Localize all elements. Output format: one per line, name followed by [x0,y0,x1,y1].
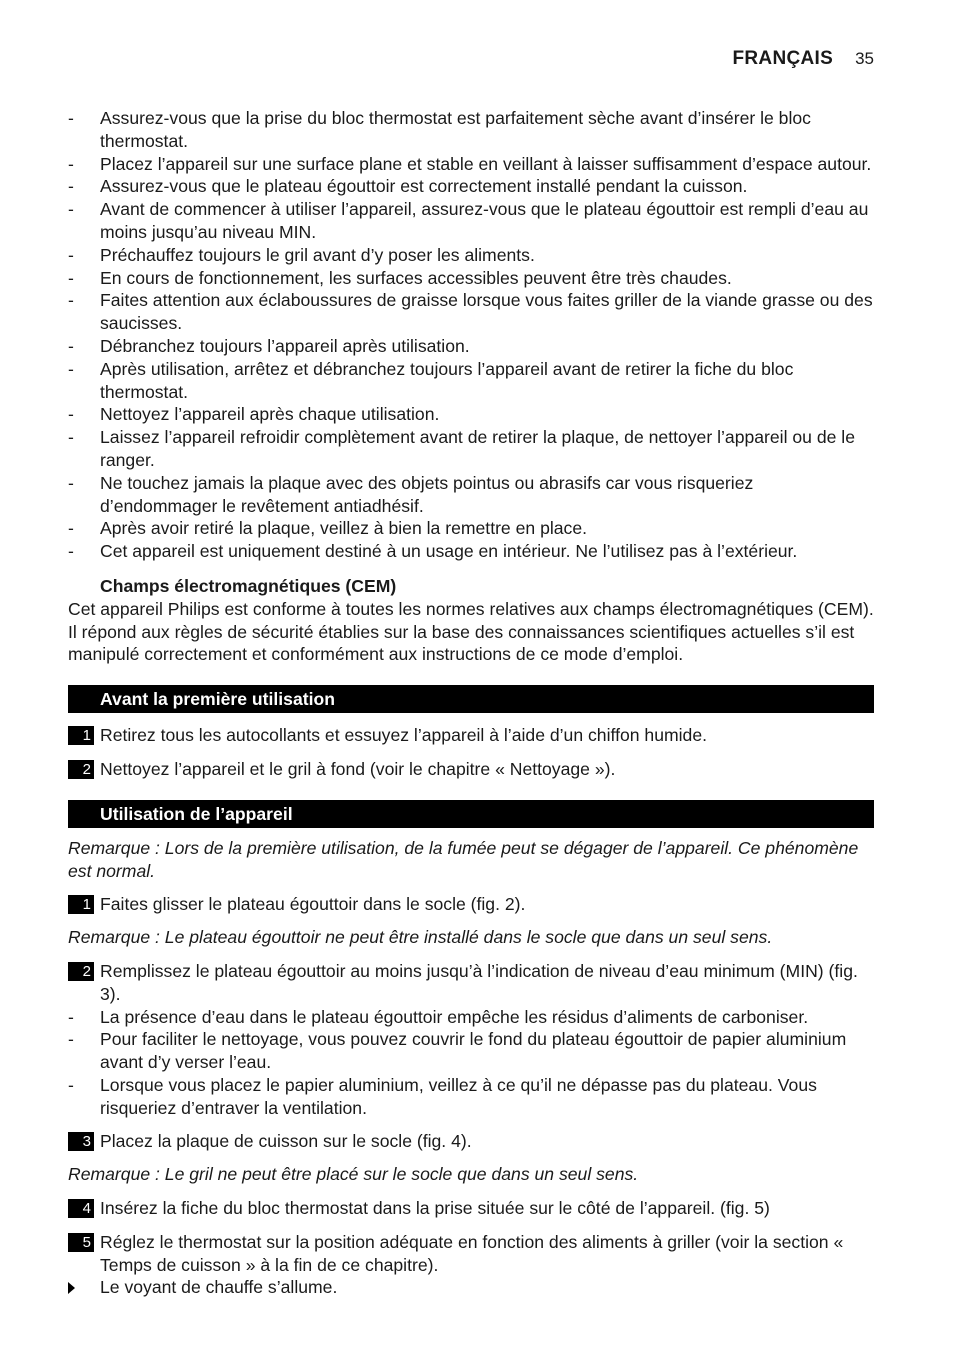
list-item: - Assurez-vous que la prise du bloc thermostat est parfaitement sèche avant d’insérer le bloc thermostat. [68,108,811,151]
list-item: - Avant de commencer à utiliser l’appareil, assurez-vous que le plateau égouttoir est rempli d’eau au moins jusqu’au niveau MIN. [68,199,869,242]
step-number: 1 [68,726,94,745]
language-label: FRANÇAIS [732,48,834,69]
list-item: - Après avoir retiré la plaque, veillez à bien la remettre en place. [68,518,588,539]
step-number: 2 [68,760,94,779]
list-item: - La présence d’eau dans le plateau égouttoir empêche les résidus d’aliments de carboniser. [68,1006,809,1027]
list-item: - Faites attention aux éclaboussures de graisse lorsque vous faites griller de la viande grasse ou des saucisses. [68,290,873,334]
cem-paragraph: Cet appareil Philips est conforme à toutes les normes relatives aux champs électromagnétiques (CEM). Il répond aux règles de sécurité établies sur la base des connaissances scientifiques actuelles s’il est manipulé correctement et conformément aux instructions de ce mode d’emploi. [68,598,874,665]
step-number: 2 [68,962,94,981]
note-text: Remarque : Le plateau égouttoir ne peut être installé dans le socle que dans un seul sens. [68,927,773,948]
list-item: - Assurez-vous que le plateau égouttoir est correctement installé pendant la cuisson. [68,176,748,197]
step-number: 4 [68,1199,94,1218]
step-item: 1 Retirez tous les autocollants et essuyez l’appareil à l’aide d’un chiffon humide. [68,724,874,747]
list-item: - Nettoyez l’appareil après chaque utilisation. [68,404,440,425]
note-text: Remarque : Lors de la première utilisation, de la fumée peut se dégager de l’appareil. Ce phénomène est normal. [68,837,859,881]
step-number: 5 [68,1233,94,1252]
note-text: Remarque : Le gril ne peut être placé sur le socle que dans un seul sens. [68,1164,639,1185]
step-number: 1 [68,895,94,914]
result-item: Le voyant de chauffe s’allume. [68,1276,874,1299]
step-item: 3 Placez la plaque de cuisson sur le socle (fig. 4). [68,1130,874,1153]
section-heading-usage: Utilisation de l’appareil [68,800,874,828]
list-item: - Débranchez toujours l’appareil après utilisation. [68,335,470,356]
step-item: 4 Insérez la fiche du bloc thermostat dans la prise située sur le côté de l’appareil. (fig. 5) [68,1197,874,1220]
step-item: 1 Faites glisser le plateau égouttoir dans le socle (fig. 2). [68,893,874,916]
step-item: 2 Nettoyez l’appareil et le gril à fond (voir le chapitre « Nettoyage »). [68,758,874,781]
safety-bullet-list [68,107,874,563]
list-item: - En cours de fonctionnement, les surfaces accessibles peuvent être très chaudes. [68,267,732,288]
cem-heading: Champs électromagnétiques (CEM) [100,575,397,596]
page-number: 35 [855,49,874,68]
result-arrow-icon [68,1282,75,1294]
list-item: - Préchauffez toujours le gril avant d’y poser les aliments. [68,244,535,265]
step-item: 5 Réglez le thermostat sur la position adéquate en fonction des aliments à griller (voir la section « Temps de cuisson » à la fin de ce chapitre). [68,1231,874,1277]
list-item: - Laissez l’appareil refroidir complètement avant de retirer la plaque, de nettoyer l’appareil ou de le ranger. [68,427,856,470]
list-item: - Placez l’appareil sur une surface plane et stable en veillant à laisser suffisamment d’espace autour. [68,153,872,174]
list-item: - Lorsque vous placez le papier aluminium, veillez à ce qu’il ne dépasse pas du plateau. Vous risqueriez d’entraver la ventilation. [68,1074,817,1118]
page-content [68,107,874,1299]
list-item: - Ne touchez jamais la plaque avec des objets pointus ou abrasifs car vous risqueriez d’endommager le revêtement antiadhésif. [68,472,754,516]
list-item: - Pour faciliter le nettoyage, vous pouvez couvrir le fond du plateau égouttoir de papier aluminium avant d’y verser l’eau. [68,1029,847,1073]
step-number: 3 [68,1132,94,1151]
section-heading-first-use: Avant la première utilisation [68,685,874,713]
list-item: - Après utilisation, arrêtez et débranchez toujours l’appareil avant de retirer la fiche du bloc thermostat. [68,358,794,402]
step-item: 2 Remplissez le plateau égouttoir au moins jusqu’à l’indication de niveau d’eau minimum (MIN) (fig. 3). [68,960,874,1006]
list-item: - Cet appareil est uniquement destiné à un usage en intérieur. Ne l’utilisez pas à l’extérieur. [68,541,798,562]
page-header [733,48,875,71]
